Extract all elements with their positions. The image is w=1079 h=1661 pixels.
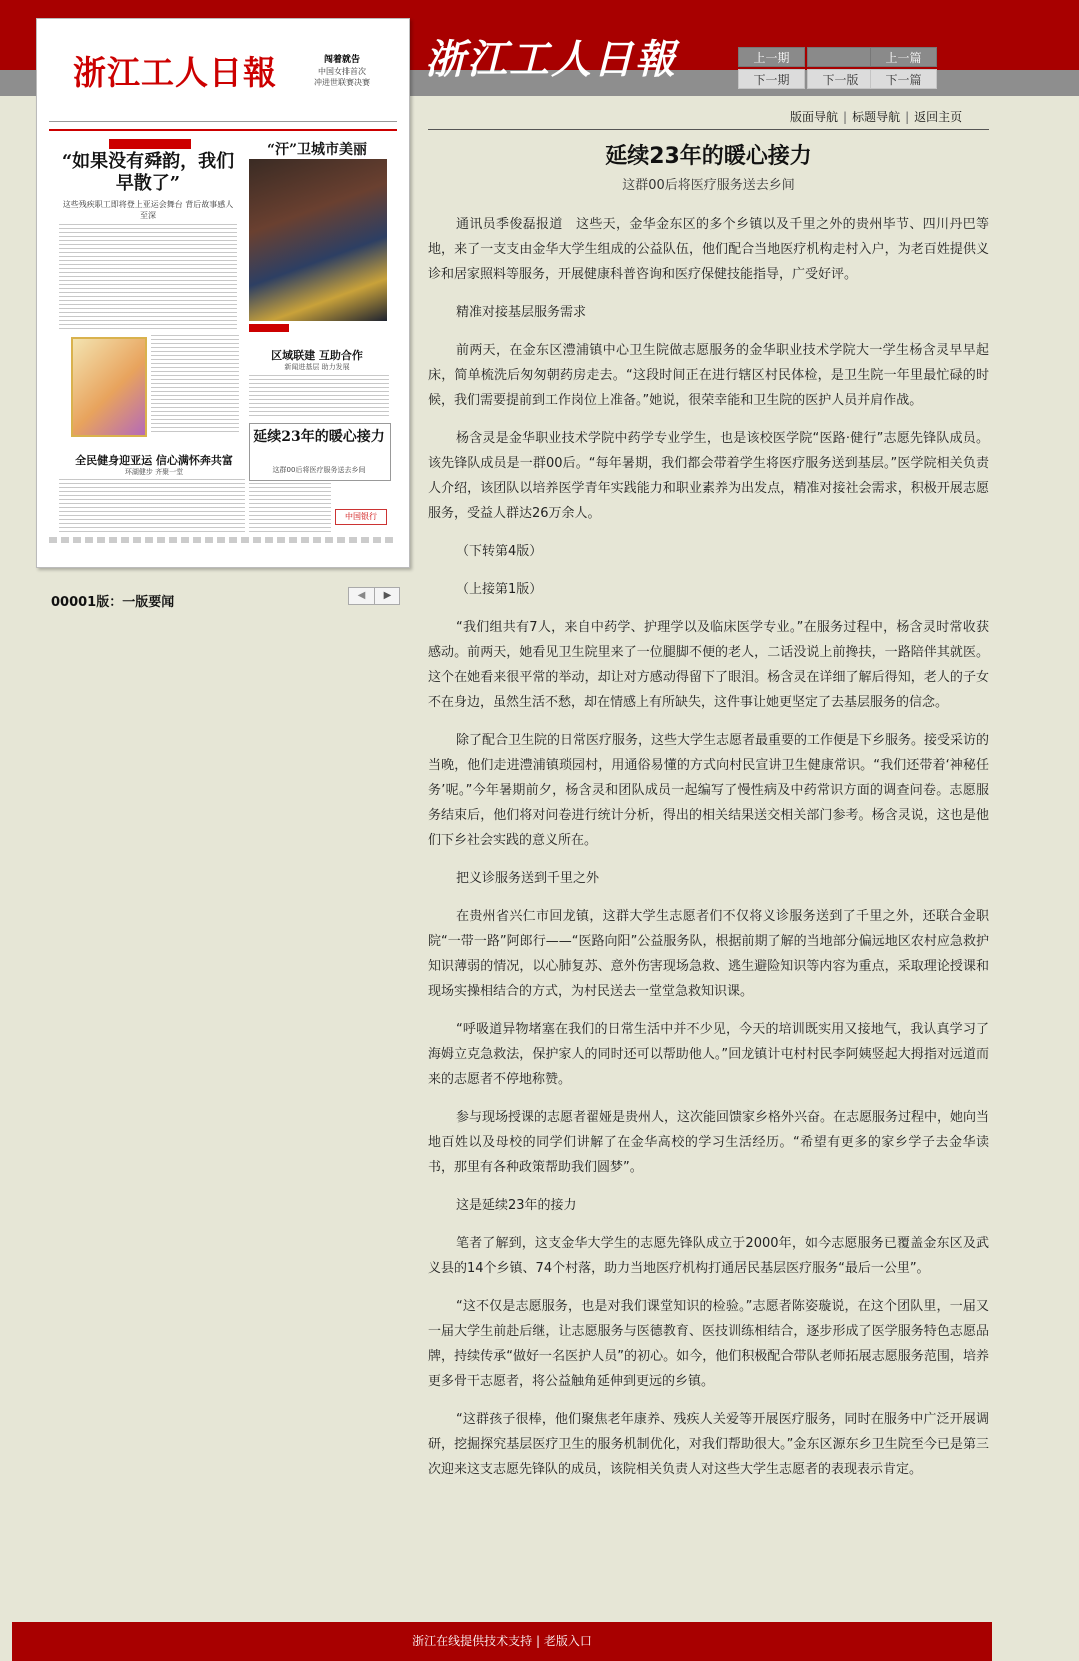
thumb-text-block [249,375,389,419]
thumb-subheadline: 环湖健步 齐聚一堂 [124,468,184,476]
thumb-text-block [151,335,239,435]
article-body [428,212,989,1495]
footer-credit: 浙江在线提供技术支持 [412,1634,533,1648]
article-paragraph: “这不仅是志愿服务，也是对我们课堂知识的检验。”志愿者陈姿璇说，在这个团队里，一届又一届大学生前赴后继，让志愿服务与医德教育、医技训练相结合，逐步形成了医学服务特色志愿品牌，持续传承“做好一名医护人员”的初心。如今，他们积极配合带队老师拓展志愿服务范围，培养更多骨干志愿者，将公益触角延伸到更远的乡镇。 [428,1299,989,1389]
thumb-headline[interactable]: 全民健身迎亚运 信心满怀奔共富 [75,454,233,467]
prev-article-button[interactable]: 上一篇 [870,47,937,67]
thumb-masthead: 浙江工人日報 [73,53,277,92]
next-page-arrow-icon[interactable]: ▶ [383,590,392,601]
article-paragraph: 杨含灵是金华职业技术学院中药学专业学生，也是该校医学院“医路·健行”志愿先锋队成员。该先锋队成员是一群00后。“每年暑期，我们都会带着学生将医疗服务送到基层。”医学院相关负责人介绍，该团队以培养医学青年实践能力和职业素养为出发点，精准对接社会需求，积极开展志愿服务，受益人群达26万余人。 [428,431,989,521]
article-jump-note: （下转第4版） [456,544,543,559]
layout-nav-link[interactable]: 版面导航 [790,110,839,124]
page-label: 00001版：一版要闻 [51,595,175,610]
thumb-side-line: 中国女排首次 [318,67,366,76]
article-paragraph: 参与现场授课的志愿者翟娅是贵州人，这次能回馈家乡格外兴奋。在志愿服务过程中，她向当地百姓以及母校的同学们讲解了在金华高校的学习生活经历。“希望有更多的家乡学子去金华读书，那里有各种政策帮助我们圆梦”。 [428,1110,990,1175]
header-divider [428,129,989,130]
blank-nav-button[interactable] [807,47,874,67]
old-version-link[interactable]: 老版入口 [543,1634,592,1648]
home-link[interactable]: 返回主页 [914,110,963,124]
thumb-rule [49,121,397,122]
thumb-headline[interactable]: “如果没有舜韵，我们早散了” [61,151,235,194]
thumb-text-block [59,479,245,533]
thumb-photo-tag [249,324,289,332]
thumb-subheadline: 新闻进基层 助力发展 [284,363,350,371]
thumb-text-block [249,483,331,533]
front-page-image[interactable] [49,29,397,555]
thumb-headline[interactable]: 延续23年的暖心接力 [253,429,385,445]
article-paragraph: 前两天，在金东区澧浦镇中心卫生院做志愿服务的金华职业技术学院大一学生杨含灵早早起床，简单梳洗后匆匆朝药房走去。“这段时间正在进行辖区村民体检，是卫生院一年里最忙碌的时候，我们需要提前到工作岗位上准备。”她说，很荣幸能和卫生院的医护人员并肩作战。 [428,343,989,408]
article-paragraph: “我们组共有7人，来自中药学、护理学以及临床医学专业。”在服务过程中，杨含灵时常收获感动。前两天，她看见卫生院里来了一位腿脚不便的老人，二话没说上前搀扶，一路陪伴其就医。这个在她看来很平常的举动，却让对方感动得留下了眼泪。杨含灵在详细了解后得知，老人的子女不在身边，虽然生活不愁，却在情感上有所缺失，这件事让她更坚定了去基层服务的信念。 [428,620,989,710]
prev-page-arrow-icon[interactable]: ◀ [349,588,375,604]
article-section-heading: 这是延续23年的接力 [456,1198,577,1213]
thumb-headline[interactable]: “汗”卫城市美丽 [266,142,368,158]
next-page-button[interactable]: 下一版 [807,69,874,89]
breadcrumb: 版面导航 | 标题导航 | 返回主页 [790,110,963,124]
thumb-banner [109,139,191,149]
footer [12,1622,992,1661]
article-paragraph: “这群孩子很棒，他们聚焦老年康养、残疾人关爱等开展医疗服务，同时在服务中广泛开展调研，挖掘探究基层医疗卫生的服务机制优化，对我们帮助很大。”金东区源东乡卫生院至今已是第三次迎来这支志愿先锋队的成员，该院相关负责人对这些大学生志愿者的表现表示肯定。 [428,1412,989,1477]
footer-separator: | [532,1634,544,1648]
thumb-side-news [297,55,387,88]
thumb-rule-red [49,129,397,131]
article-paragraph: 在贵州省兴仁市回龙镇，这群大学生志愿者们不仅将义诊服务送到了千里之外，还联合金职院“一带一路”阿郎行——“医路向阳”公益服务队，根据前期了解的当地部分偏远地区农村应急救护知识薄弱的情况，以心肺复苏、意外伤害现场急救、逃生避险知识等内容为重点，采取理论授课和现场实操相结合的方式，为村民送去一堂堂急救知识课。 [428,909,989,999]
front-page-thumbnail[interactable] [36,18,410,568]
article-paragraph: 通讯员季俊磊报道 这些天，金华金东区的多个乡镇以及千里之外的贵州毕节、四川丹巴等地，来了一支支由金华大学生组成的公益队伍，他们配合当地医疗机构走村入户，为老百姓提供义诊和居家照料等服务，开展健康科普咨询和医疗保健技能指导，广受好评。 [428,217,989,282]
thumb-bank-ad: 中国银行 [335,509,387,525]
next-issue-button[interactable]: 下一期 [738,69,805,89]
article-subtitle: 这群00后将医疗服务送去乡间 [622,178,795,193]
article-section-heading: 精准对接基层服务需求 [456,305,587,320]
thumb-side-line: 冲进世联赛决赛 [314,78,370,87]
article-title: 延续23年的暖心接力 [605,144,812,169]
page-pager [348,587,400,605]
next-article-button[interactable]: 下一篇 [870,69,937,89]
thumb-subheadline: 这些残疾职工即将登上亚运会舞台 背后故事感人至深 [62,200,234,220]
thumb-workers-photo [249,159,387,321]
thumb-subheadline: 这群00后将医疗服务送去乡间 [272,466,366,474]
article-paragraph: “呼吸道异物堵塞在我们的日常生活中并不少见，今天的培训既实用又接地气，我认真学习了海姆立克急救法，保护家人的同时还可以帮助他人。”回龙镇计屯村村民李阿姨竖起大拇指对远道而来的志愿者不停地称赞。 [428,1022,989,1087]
title-nav-link[interactable]: 标题导航 [852,110,901,124]
thumb-text-block [59,224,237,329]
article-paragraph: 除了配合卫生院的日常医疗服务，这些大学生志愿者最重要的工作便是下乡服务。接受采访的当晚，他们走进澧浦镇琐园村，用通俗易懂的方式向村民宣讲卫生健康常识。“我们还带着‘神秘任务’呢。”今年暑期前夕，杨含灵和团队成员一起编写了慢性病及中药常识方面的调查问卷。志愿服务结束后，他们将对问卷进行统计分析，得出的相关结果送交相关部门参考。杨含灵说，这也是他们下乡社会实践的意义所在。 [428,733,990,848]
thumb-headline[interactable]: 区域联建 互助合作 [271,349,363,362]
masthead-logo: 浙江工人日報 [425,36,677,83]
prev-issue-button[interactable]: 上一期 [738,47,805,67]
thumb-footer [49,537,397,543]
article-paragraph: 笔者了解到，这支金华大学生的志愿先锋队成立于2000年，如今志愿服务已覆盖金东区及武义县的14个乡镇、74个村落，助力当地医疗机构打通居民基层医疗服务“最后一公里”。 [428,1236,989,1276]
thumb-certificate-photo [71,337,147,437]
article-jump-note: （上接第1版） [456,582,543,597]
article-section-heading: 把义诊服务送到千里之外 [456,871,600,886]
thumb-side-head: 闯着就告 [323,55,360,65]
